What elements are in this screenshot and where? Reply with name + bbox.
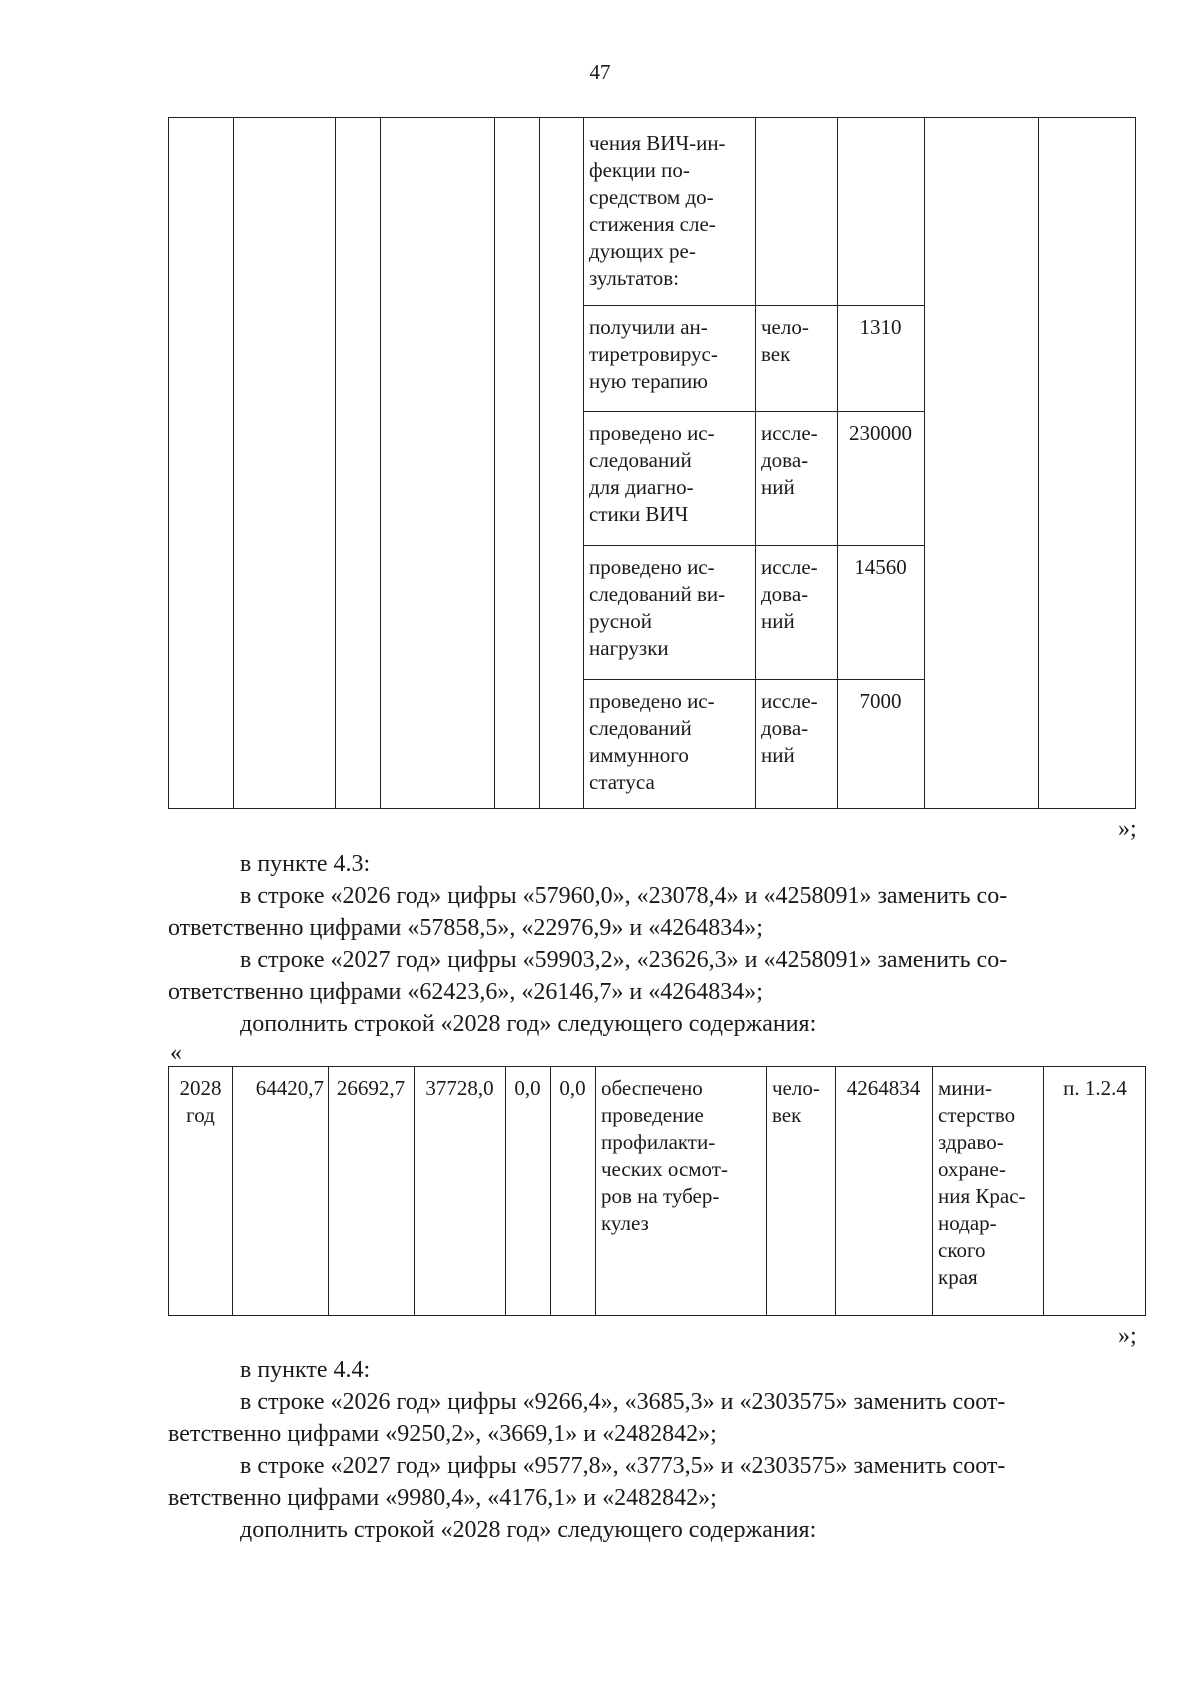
paragraph-line: дополнить строкой «2028 год» следующего содержания: xyxy=(240,1011,817,1037)
indicator-value: 14560 xyxy=(854,555,907,579)
table-column-divider xyxy=(494,118,495,808)
table-row-divider xyxy=(583,411,924,412)
paragraph-line: дополнить строкой «2028 год» следующего содержания: xyxy=(240,1517,817,1543)
paragraph-line: ветственно цифрами «9980,4», «4176,1» и «2482842»; xyxy=(168,1485,717,1511)
table-row-divider xyxy=(583,545,924,546)
closing-quote: »; xyxy=(1118,1323,1137,1349)
indicators-table-continuation xyxy=(168,117,1136,809)
indicator-value: 1310 xyxy=(859,315,902,339)
indicator-text: получили ан- тиретровирус- ную терапию xyxy=(589,315,718,393)
unit-cell: чело- век xyxy=(772,1076,820,1127)
value-cell: 4264834 xyxy=(846,1076,921,1100)
table-column-divider xyxy=(932,1067,933,1315)
paragraph-line: в строке «2027 год» цифры «59903,2», «23626,3» и «4258091» заменить со- xyxy=(240,947,1008,973)
paragraph-line: ответственно цифрами «57858,5», «22976,9» и «4264834»; xyxy=(168,915,763,941)
table-column-divider xyxy=(1038,118,1039,808)
indicator-value: 7000 xyxy=(859,689,902,713)
table-column-divider xyxy=(595,1067,596,1315)
table-column-divider xyxy=(835,1067,836,1315)
section-heading: в пункте 4.4: xyxy=(240,1357,371,1383)
opening-quote: « xyxy=(170,1040,182,1066)
funding-cell: 0,0 xyxy=(559,1076,586,1100)
indicator-text: проведено ис- следований иммунного статуса xyxy=(589,689,715,794)
table-row-divider xyxy=(583,305,924,306)
funding-cell: 37728,0 xyxy=(425,1076,494,1100)
table-column-divider xyxy=(233,118,234,808)
paragraph-line: в строке «2026 год» цифры «9266,4», «3685,3» и «2303575» заменить соот- xyxy=(240,1389,1006,1415)
section-heading: в пункте 4.3: xyxy=(240,851,371,877)
total-funding-cell: 64420,7 xyxy=(255,1076,324,1100)
table-column-divider xyxy=(924,118,925,808)
table-column-divider xyxy=(550,1067,551,1315)
closing-quote: »; xyxy=(1118,816,1137,842)
table-column-divider xyxy=(766,1067,767,1315)
paragraph-line: ветственно цифрами «9250,2», «3669,1» и «2482842»; xyxy=(168,1421,717,1447)
indicator-unit: чело- век xyxy=(761,315,809,366)
reference-cell: п. 1.2.4 xyxy=(1063,1076,1127,1100)
funding-cell: 26692,7 xyxy=(336,1076,406,1100)
table-column-divider xyxy=(505,1067,506,1315)
funding-cell: 0,0 xyxy=(514,1076,541,1100)
indicator-value: 230000 xyxy=(849,421,912,445)
table-column-divider xyxy=(328,1067,329,1315)
table-column-divider xyxy=(583,118,584,808)
year-2028-row-table xyxy=(168,1066,1146,1316)
paragraph-line: ответственно цифрами «62423,6», «26146,7» и «4264834»; xyxy=(168,979,763,1005)
table-row-divider xyxy=(583,679,924,680)
table-column-divider xyxy=(414,1067,415,1315)
description-cell: обеспечено проведение профилакти- ческих осмот- ров на тубер- кулез xyxy=(601,1076,728,1235)
indicator-unit: иссле- дова- ний xyxy=(761,689,818,767)
page-number: 47 xyxy=(589,60,611,84)
executor-cell: мини- стерство здраво- охране- ния Крас- нодар- ского края xyxy=(938,1076,1026,1289)
indicator-unit: иссле- дова- ний xyxy=(761,421,818,499)
indicator-text: чения ВИЧ-ин- фекции по- средством до- стижения сле- дующих ре- зультатов: xyxy=(589,131,726,290)
indicator-unit: иссле- дова- ний xyxy=(761,555,818,633)
year-cell: 2028 год xyxy=(179,1076,222,1127)
indicator-text: проведено ис- следований ви- русной нагрузки xyxy=(589,555,726,660)
table-column-divider xyxy=(755,118,756,808)
table-column-divider xyxy=(539,118,540,808)
paragraph-line: в строке «2026 год» цифры «57960,0», «23078,4» и «4258091» заменить со- xyxy=(240,883,1008,909)
table-column-divider xyxy=(232,1067,233,1315)
paragraph-line: в строке «2027 год» цифры «9577,8», «3773,5» и «2303575» заменить соот- xyxy=(240,1453,1006,1479)
table-column-divider xyxy=(380,118,381,808)
indicator-text: проведено ис- следований для диагно- стики ВИЧ xyxy=(589,421,715,526)
table-column-divider xyxy=(335,118,336,808)
table-column-divider xyxy=(1043,1067,1044,1315)
